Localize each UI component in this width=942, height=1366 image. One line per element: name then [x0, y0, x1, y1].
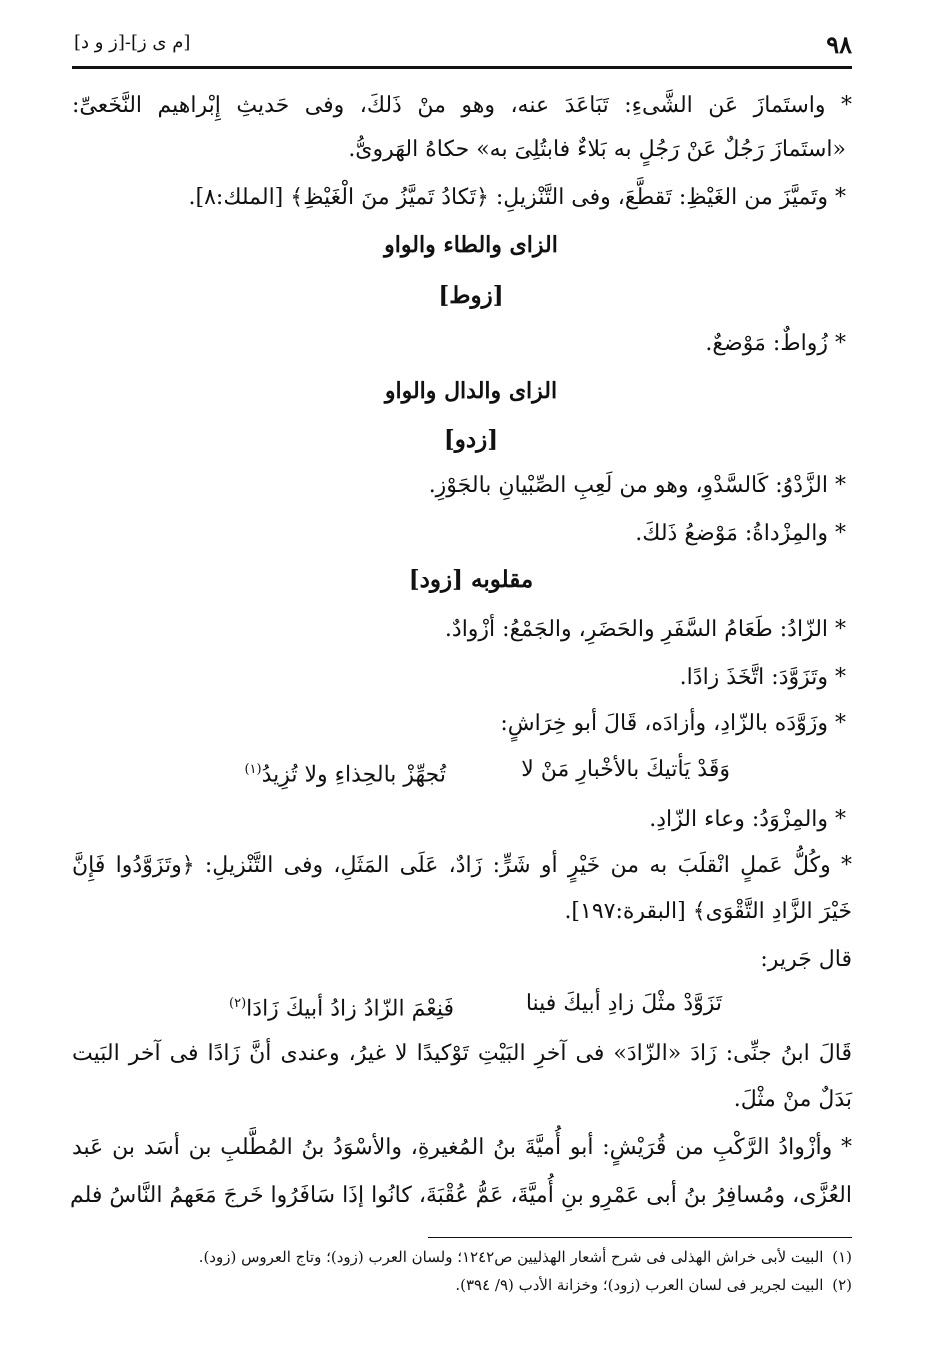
- entry-line: * وأزْوادُ الرَّكْبِ من قُرَيْشٍ: أبو أُميَّةَ بنُ المُغيرةِ، والأسْوَدُ بنُ المُطَّلبِ بن أسَد بن عَبد: [72, 1135, 852, 1160]
- verse-text: فَنِعْمَ الزّادُ زادُ أبيكَ زَادَا: [246, 996, 454, 1022]
- entry-line: * زُواطٌ: مَوْضعٌ.: [705, 331, 846, 356]
- entry-line: * الزَّدْوُ: كَالسَّدْوِ، وهو من لَعِبِ الصِّبْيانِ بالجَوْزِ.: [428, 473, 846, 498]
- footnote-text: البيت لأبى خراش الهذلى فى شرح أشعار الهذليين ص١٢٤٢؛ ولسان العرب (زود)؛ وتاج العروس (زود).: [198, 1248, 824, 1266]
- section-heading: الزاى والطاء والواو: [384, 232, 558, 258]
- footnote: [72, 1272, 852, 1298]
- footnote-ref: (٢): [229, 996, 247, 1011]
- entry-line: * وتَزَوَّدَ: اتَّخَذَ زادًا.: [679, 665, 846, 690]
- entry-line: * الزّادُ: طَعَامُ السَّفَرِ والحَضَرِ، والجَمْعُ: أزْوادٌ.: [444, 617, 846, 642]
- footnote-number: (٢): [832, 1276, 852, 1294]
- header-rule: [72, 66, 852, 69]
- footnote: [72, 1244, 852, 1270]
- entry-line: * وكُلُّ عَملٍ انْقلَبَ به من خَيْرٍ أو شَرٍّ: زَادٌ، عَلَى المَثَلِ، وفى التَّنْزيلِ: ﴿وتَزَوَّدُوا فَإِنَّ: [72, 853, 852, 878]
- entry-line: * والمِزْداةُ: مَوْضعُ ذَلكَ.: [635, 521, 846, 546]
- root-heading: مقلوبه [زود]: [408, 566, 534, 593]
- entry-line: العُزَّى، ومُسافِرُ بنُ أبى عَمْرِو بنِ أُميَّةَ، عَمُّ عُقْبَةَ، كانُوا إذَا سَافَرُوا خَرجَ مَعَهمُ النَّاسُ فلم: [70, 1183, 852, 1208]
- entry-line: * وتَميَّزَ من الغَيْظِ: تَقطَّعَ، وفى التَّنْزيلِ: ﴿تَكادُ تَميَّزُ منَ الْغَيْظِ﴾ [الملك:٨].: [188, 185, 846, 210]
- verse-text: تُجهِّزْ بالحِذاءِ ولا تُزِيدُ: [261, 762, 446, 788]
- footnote-text: البيت لجرير فى لسان العرب (زود)؛ وخزانة الأدب (٩/ ٣٩٤).: [455, 1276, 824, 1294]
- verse-first-hemistich: تَزَوَّدْ مثْلَ زادِ أبيكَ فينا: [525, 991, 722, 1016]
- root-keys: [م ى ز]-[ز و د]: [74, 32, 191, 53]
- footnote-number: (١): [832, 1248, 852, 1266]
- entry-line: * وزَوَّدَه بالزّادِ، وأزادَه، قَالَ أبو خِرَاشٍ:: [500, 711, 846, 736]
- section-heading: الزاى والدال والواو: [384, 378, 558, 404]
- root-heading: [زوط]: [438, 282, 504, 309]
- entry-line: بَدَلٌ منْ مثْلَ.: [733, 1087, 852, 1112]
- footnote-ref: (١): [244, 762, 262, 777]
- footnote-rule: [428, 1237, 852, 1238]
- entry-line: «استَمازَ رَجُلٌ عَنْ رَجُلٍ به بَلاءٌ فابتُلِىَ به» حكاهُ الهَروىُّ.: [348, 137, 846, 162]
- entry-line: قال جَرير:: [760, 947, 852, 972]
- page-number: ٩٨: [826, 30, 852, 59]
- running-header: [74, 28, 852, 62]
- entry-line: خَيْرَ الزَّادِ التَّقْوَى﴾ [البقرة:١٩٧].: [564, 899, 852, 924]
- verse-second-hemistich: [229, 986, 454, 1027]
- entry-line: قَالَ ابنُ جنِّى: زَادَ «الزّادَ» فى آخرِ البَيْتِ تَوْكيدًا لا غيرُ، وعندى أنَّ زَادًا فى آخر البَيت: [72, 1041, 852, 1066]
- entry-line: * واستَمازَ عَن الشَّىءِ: تَبَاعَدَ عنه، وهو منْ ذَلكَ، وفى حَديثِ إِبْراهيم النَّخَعىِّ:: [72, 93, 852, 118]
- verse-first-hemistich: وَقَدْ يَأتيكَ بالأخْبارِ مَنْ لا: [521, 757, 730, 782]
- root-heading: [زدو]: [443, 426, 499, 453]
- verse-second-hemistich: [244, 752, 446, 793]
- entry-line: * والمِزْوَدُ: وعاء الزّادِ.: [649, 807, 846, 832]
